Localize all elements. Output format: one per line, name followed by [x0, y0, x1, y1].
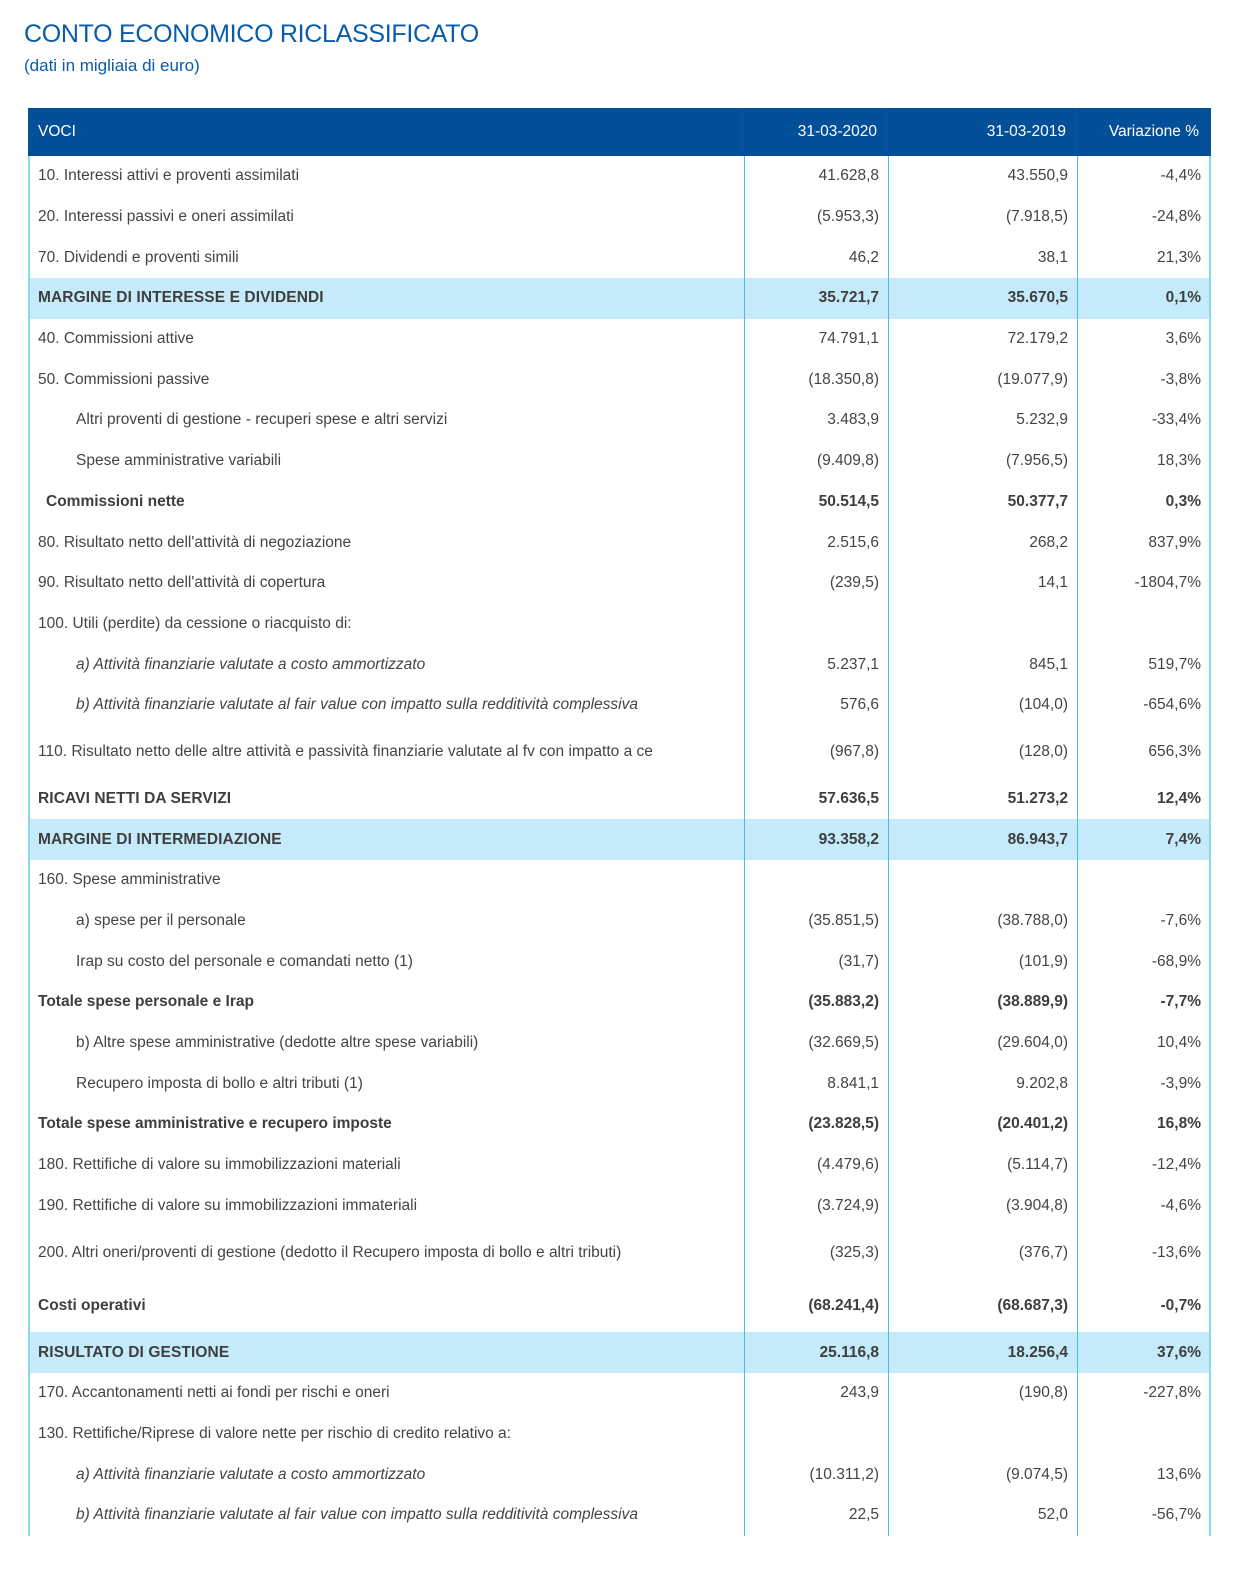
value-2019: 50.377,7 — [889, 482, 1078, 523]
value-2020: 50.514,5 — [744, 482, 889, 523]
row-label: 10. Interessi attivi e proventi assimilati — [38, 167, 300, 185]
row-label: 200. Altri oneri/proventi di gestione (dedotto il Recupero imposta di bollo e altri tributi) — [38, 1243, 622, 1261]
value-2020: 25.116,8 — [744, 1332, 889, 1373]
row-label: a) spese per il personale — [76, 912, 246, 930]
table-row — [30, 1063, 1209, 1104]
value-2019: 72.179,2 — [889, 319, 1078, 360]
subtotal-row-spese-amministrative — [30, 1104, 1209, 1145]
subtotal-row-costi-operativi — [30, 1279, 1209, 1332]
row-label: a) Attività finanziarie valutate a costo ammortizzato — [76, 655, 426, 673]
value-2020 — [744, 1414, 889, 1455]
table-row — [30, 400, 1209, 441]
table-row — [30, 1373, 1209, 1414]
value-variazione: -24,8% — [1151, 208, 1201, 226]
value-2020: 57.636,5 — [744, 779, 889, 820]
value-2019: (3.904,8) — [889, 1186, 1078, 1227]
value-2020: (9.409,8) — [744, 441, 889, 482]
table-row — [30, 1495, 1209, 1536]
value-2020: 5.237,1 — [744, 644, 889, 685]
value-2020: 46,2 — [744, 237, 889, 278]
highlight-row-risultato-gestione — [30, 1332, 1209, 1373]
row-label: 130. Rettifiche/Riprese di valore nette per rischio di credito relativo a: — [38, 1424, 511, 1442]
header-2020: 31-03-2020 — [742, 108, 887, 156]
value-variazione: -3,8% — [1160, 370, 1201, 388]
value-variazione: -12,4% — [1151, 1156, 1201, 1174]
value-2020: 35.721,7 — [744, 278, 889, 319]
subtotal-row-spese-personale — [30, 982, 1209, 1023]
row-label: Totale spese personale e Irap — [38, 993, 254, 1011]
value-2019 — [889, 1414, 1078, 1455]
value-variazione — [1078, 1414, 1209, 1455]
row-label: 20. Interessi passivi e oneri assimilati — [38, 208, 294, 226]
row-label: b) Attività finanziarie valutate al fair value con impatto sulla redditività complessiva — [76, 696, 638, 714]
value-2019: 268,2 — [889, 522, 1078, 563]
subtotal-row-ricavi-netti — [30, 779, 1209, 820]
value-2020: 243,9 — [744, 1373, 889, 1414]
table-row — [30, 941, 1209, 982]
value-2019: 5.232,9 — [889, 400, 1078, 441]
value-variazione: 519,7% — [1148, 655, 1201, 673]
row-label: 110. Risultato netto delle altre attività e passività finanziarie valutate al fv con impatto a ce — [38, 743, 653, 761]
value-2020: 576,6 — [744, 685, 889, 726]
value-2019: 51.273,2 — [889, 779, 1078, 820]
value-2020: 3.483,9 — [744, 400, 889, 441]
value-variazione: 37,6% — [1157, 1343, 1201, 1361]
row-label: 90. Risultato netto dell'attività di copertura — [38, 574, 326, 592]
value-variazione: -33,4% — [1151, 411, 1201, 429]
value-variazione: -56,7% — [1151, 1506, 1201, 1524]
value-2019: (19.077,9) — [889, 359, 1078, 400]
value-2019: 43.550,9 — [889, 156, 1078, 197]
row-label: 100. Utili (perdite) da cessione o riacquisto di: — [38, 614, 352, 632]
value-2020 — [744, 604, 889, 645]
row-label: Altri proventi di gestione - recuperi spese e altri servizi — [76, 411, 448, 429]
value-2019: 52,0 — [889, 1495, 1078, 1536]
row-label: MARGINE DI INTERESSE E DIVIDENDI — [38, 289, 324, 307]
value-2019: (38.788,0) — [889, 901, 1078, 942]
row-label: 180. Rettifiche di valore su immobilizzazioni materiali — [38, 1156, 401, 1174]
page-subtitle: (dati in migliaia di euro) — [24, 56, 200, 75]
value-2019 — [889, 604, 1078, 645]
table-row — [30, 563, 1209, 604]
value-2020: (68.241,4) — [744, 1279, 889, 1332]
value-variazione: 0,1% — [1165, 289, 1201, 307]
value-2019: (104,0) — [889, 685, 1078, 726]
value-2020: (5.953,3) — [744, 197, 889, 238]
value-2020: (325,3) — [744, 1226, 889, 1279]
value-2020 — [744, 860, 889, 901]
value-2020: 22,5 — [744, 1495, 889, 1536]
row-label: b) Altre spese amministrative (dedotte altre spese variabili) — [76, 1034, 479, 1052]
value-variazione: -7,7% — [1160, 993, 1201, 1011]
value-2020: (18.350,8) — [744, 359, 889, 400]
table-row — [30, 522, 1209, 563]
value-variazione — [1078, 604, 1209, 645]
value-variazione: -68,9% — [1151, 952, 1201, 970]
row-label: Commissioni nette — [46, 492, 185, 510]
table-row — [30, 1414, 1209, 1455]
value-variazione: 3,6% — [1165, 330, 1201, 348]
value-2019: 14,1 — [889, 563, 1078, 604]
header-voci: VOCI — [38, 123, 76, 140]
value-variazione: 10,4% — [1157, 1034, 1201, 1052]
row-label: MARGINE DI INTERMEDIAZIONE — [38, 830, 282, 848]
value-2019: 18.256,4 — [889, 1332, 1078, 1373]
row-label: b) Attività finanziarie valutate al fair value con impatto sulla redditività complessiva — [76, 1506, 638, 1524]
row-label: Recupero imposta di bollo e altri tributi (1) — [76, 1074, 363, 1092]
value-variazione: 21,3% — [1157, 248, 1201, 266]
row-label: 190. Rettifiche di valore su immobilizzazioni immateriali — [38, 1196, 418, 1214]
row-label: a) Attività finanziarie valutate a costo ammortizzato — [76, 1465, 426, 1483]
table-row — [30, 1023, 1209, 1064]
value-2020: (31,7) — [744, 941, 889, 982]
row-label: RICAVI NETTI DA SERVIZI — [38, 789, 232, 807]
row-label: RISULTATO DI GESTIONE — [38, 1343, 230, 1361]
value-variazione: 12,4% — [1157, 789, 1201, 807]
header-2019: 31-03-2019 — [887, 108, 1076, 156]
value-2019: (38.889,9) — [889, 982, 1078, 1023]
value-2019: 9.202,8 — [889, 1063, 1078, 1104]
table-row — [30, 1145, 1209, 1186]
row-label: 40. Commissioni attive — [38, 330, 194, 348]
value-2019: (9.074,5) — [889, 1454, 1078, 1495]
value-2020: (239,5) — [744, 563, 889, 604]
value-variazione: 0,3% — [1165, 492, 1201, 510]
row-label: 80. Risultato netto dell'attività di negoziazione — [38, 533, 352, 551]
value-2019: (29.604,0) — [889, 1023, 1078, 1064]
value-2019: (190,8) — [889, 1373, 1078, 1414]
value-variazione: 656,3% — [1148, 743, 1201, 761]
table-header — [28, 108, 1211, 156]
page-title: CONTO ECONOMICO RICLASSIFICATO — [24, 20, 479, 48]
table-row — [30, 1226, 1209, 1279]
table-row — [30, 860, 1209, 901]
value-2019: (376,7) — [889, 1226, 1078, 1279]
value-2020: 93.358,2 — [744, 819, 889, 860]
value-2019: (68.687,3) — [889, 1279, 1078, 1332]
value-2020: (3.724,9) — [744, 1186, 889, 1227]
value-2020: (35.883,2) — [744, 982, 889, 1023]
value-2019: 845,1 — [889, 644, 1078, 685]
table-row — [30, 685, 1209, 726]
value-variazione: 16,8% — [1157, 1115, 1201, 1133]
table-row — [30, 441, 1209, 482]
value-2019: (128,0) — [889, 726, 1078, 779]
row-label: 50. Commissioni passive — [38, 370, 210, 388]
value-variazione: -13,6% — [1151, 1243, 1201, 1261]
row-label: 170. Accantonamenti netti ai fondi per rischi e oneri — [38, 1384, 390, 1402]
value-variazione: -0,7% — [1160, 1296, 1201, 1314]
table-row — [30, 644, 1209, 685]
value-variazione: -654,6% — [1143, 696, 1201, 714]
table-row — [30, 237, 1209, 278]
value-2020: (4.479,6) — [744, 1145, 889, 1186]
value-variazione: 13,6% — [1157, 1465, 1201, 1483]
highlight-row-margine-intermediazione — [30, 819, 1209, 860]
value-2019: 35.670,5 — [889, 278, 1078, 319]
value-2019: (101,9) — [889, 941, 1078, 982]
value-2019: (7.956,5) — [889, 441, 1078, 482]
row-label: Irap su costo del personale e comandati netto (1) — [76, 952, 413, 970]
value-variazione — [1078, 860, 1209, 901]
value-2020: (35.851,5) — [744, 901, 889, 942]
value-2019: 86.943,7 — [889, 819, 1078, 860]
value-variazione: -4,6% — [1160, 1196, 1201, 1214]
value-variazione: 837,9% — [1148, 533, 1201, 551]
value-2020: 41.628,8 — [744, 156, 889, 197]
table-row — [30, 901, 1209, 942]
row-label: Totale spese amministrative e recupero imposte — [38, 1115, 392, 1133]
value-2020: 2.515,6 — [744, 522, 889, 563]
value-2020: (23.828,5) — [744, 1104, 889, 1145]
table-row — [30, 1186, 1209, 1227]
header-variazione: Variazione % — [1108, 123, 1199, 140]
row-label: Costi operativi — [38, 1296, 146, 1314]
value-2020: (32.669,5) — [744, 1023, 889, 1064]
subtotal-row-commissioni-nette — [30, 482, 1209, 523]
highlight-row-margine-interesse — [30, 278, 1209, 319]
value-2019: (5.114,7) — [889, 1145, 1078, 1186]
value-2020: (967,8) — [744, 726, 889, 779]
value-2020: 8.841,1 — [744, 1063, 889, 1104]
value-2019 — [889, 860, 1078, 901]
row-label: 160. Spese amministrative — [38, 871, 221, 889]
value-variazione: 7,4% — [1165, 830, 1201, 848]
value-2019: (20.401,2) — [889, 1104, 1078, 1145]
table-row — [30, 1454, 1209, 1495]
value-variazione: -3,9% — [1160, 1074, 1201, 1092]
value-variazione: 18,3% — [1157, 452, 1201, 470]
table-row — [30, 726, 1209, 779]
value-variazione: -7,6% — [1160, 912, 1201, 930]
row-label: Spese amministrative variabili — [76, 452, 282, 470]
value-2019: (7.918,5) — [889, 197, 1078, 238]
value-variazione: -4,4% — [1160, 167, 1201, 185]
table-row — [30, 604, 1209, 645]
income-statement-table — [28, 108, 1211, 1536]
table-row — [30, 197, 1209, 238]
table-row — [30, 156, 1209, 197]
table-row — [30, 359, 1209, 400]
value-variazione: -1804,7% — [1134, 574, 1201, 592]
row-label: 70. Dividendi e proventi simili — [38, 248, 239, 266]
value-2020: 74.791,1 — [744, 319, 889, 360]
value-2019: 38,1 — [889, 237, 1078, 278]
value-variazione: -227,8% — [1143, 1384, 1201, 1402]
table-row — [30, 319, 1209, 360]
value-2020: (10.311,2) — [744, 1454, 889, 1495]
